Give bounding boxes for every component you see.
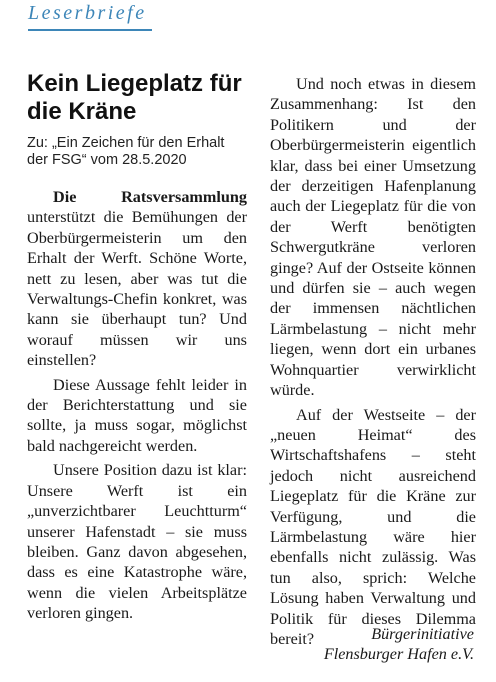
paragraph-1-text: unterstützt die Bemühungen der Oberbürgermeisterin um den Erhalt der Werft. Schöne Worte, nett zu lesen, aber was tut die Verwaltungs-Chefin konkret, was kann sie überhaupt tun? Und worauf müssen wir uns einstellen? [27, 208, 247, 370]
paragraph-2: Diese Aussage fehlt leider in der Berichterstattung und sie sollte, ja muss sogar, möglichst bald nachgereicht werden. [27, 375, 247, 455]
article-left-column [27, 70, 247, 628]
paragraph-3: Unsere Position dazu ist klar: Unsere Werft ist ein „unverzichtbarer Leuchtturm“ unserer Hafenstadt – sie muss bleiben. Ganz davon abgesehen, dass es eine Katastrophe wäre, wenn die vielen Arbeitsplätze verloren gingen. [27, 461, 247, 623]
lead-in: Die Ratsversammlung [53, 188, 247, 206]
section-title: Leserbriefe [28, 2, 147, 24]
signature [270, 624, 474, 665]
section-underline [28, 29, 152, 31]
signature-line-1: Bürgerinitiative [371, 625, 474, 643]
paragraph-5: Auf der Westseite – der „neuen Heimat“ des Wirtschaftshafens – steht jedoch nicht ausreichend Liegeplatz für die Kräne zur Verfügung, und die Lärmbelastung wäre hier ebenfalls nicht zulässig. Was tun also, sprich: Welche Lösung haben Verwaltung und Politik für dieses Dilemma bereit? [270, 405, 476, 648]
paragraph-4: Und noch etwas in diesem Zusammenhang: Ist den Politikern und der Oberbürgermeisterin eigentlich klar, dass bei einer Umsetzung der derzeitigen Hafenplanung auch der Liegeplatz für die von der Werft benötigten Schwergutkräne verloren ginge? Auf der Ostseite können und dürfen sie – auch wegen der immensen nächtlichen Lärmbelastung – nicht mehr liegen, wenn dort ein urbanes Wohnquartier verwirklicht würde. [270, 75, 476, 400]
article-right-column [270, 74, 476, 653]
signature-line-2: Flensburger Hafen e.V. [323, 645, 474, 664]
article-headline: Kein Liegeplatz für die Kräne [27, 70, 242, 125]
paragraph-1 [27, 187, 247, 371]
article-reference: Zu: „Ein Zeichen für den Erhalt der FSG“ vom 28.5.2020 [27, 135, 225, 168]
